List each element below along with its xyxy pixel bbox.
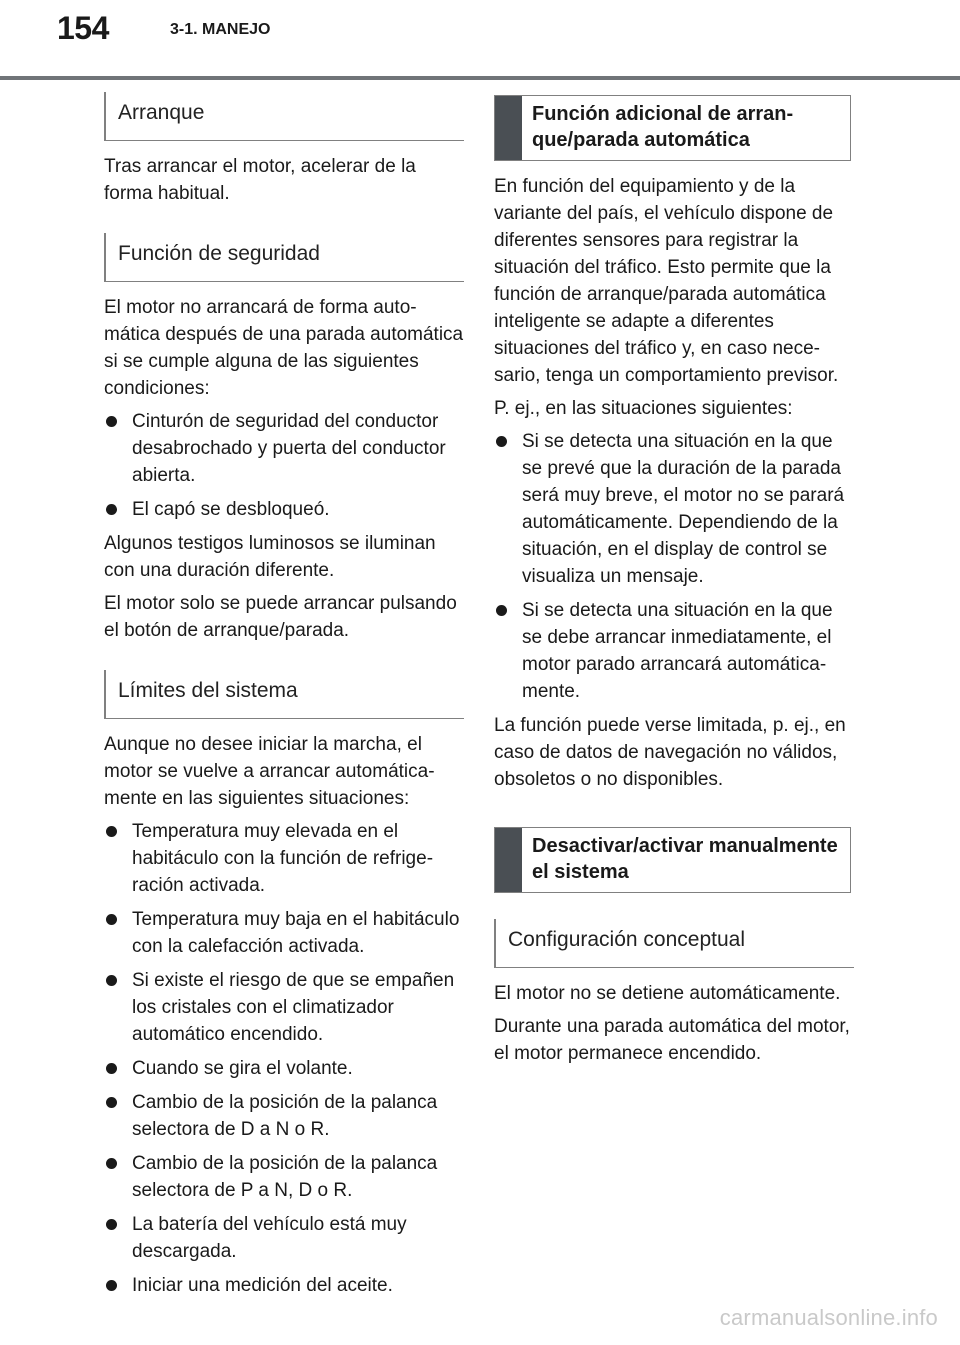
list-item: Si existe el riesgo de que se empañen los cristales con el climatizador automático encendido.	[104, 967, 464, 1048]
left-column	[104, 80, 464, 1306]
heading-funcion-adicional	[494, 95, 851, 161]
paragraph-arranque: Tras arrancar el motor, acelerar de la forma habitual.	[104, 156, 416, 204]
list-item: Cambio de la posición de la palanca selectora de P a N, D o R.	[104, 1150, 464, 1204]
bullet-icon	[106, 1280, 117, 1291]
paragraph-configuracion-2: Durante una parada automática del motor, el motor permanece encendido.	[494, 1016, 850, 1064]
heading-configuracion	[494, 919, 854, 968]
bullet-icon	[496, 605, 507, 616]
heading-limites-text: Límites del sistema	[118, 679, 298, 702]
paragraph-configuracion-1: El motor no se detiene automáticamente.	[494, 983, 841, 1004]
watermark: carmanualsonline.info	[719, 1305, 938, 1330]
list-item: El capó se desbloqueó.	[104, 496, 464, 523]
heading-arranque-text: Arranque	[118, 101, 205, 124]
bullet-icon	[106, 504, 117, 515]
heading-funcion-adicional-text: Función adicional de arranque/parada automática	[532, 103, 794, 151]
heading-arranque	[104, 92, 464, 141]
heading-seguridad-text: Función de seguridad	[118, 242, 320, 265]
bullet-icon	[106, 1219, 117, 1230]
paragraph-limites-intro: Aunque no desee iniciar la marcha, el motor se vuelve a arrancar automáticamente en las siguientes situaciones:	[104, 734, 435, 809]
paragraph-seguridad-2: El motor solo se puede arrancar pulsando el botón de arranque/parada.	[104, 593, 457, 641]
heading-configuracion-text: Configuración conceptual	[508, 928, 745, 951]
heading-bar	[495, 96, 522, 160]
bullet-icon	[106, 975, 117, 986]
list-item: La batería del vehículo está muy descargada.	[104, 1211, 464, 1265]
list-limites	[104, 818, 464, 1299]
bullet-icon	[496, 436, 507, 447]
list-item: Si se detecta una situación en la que se debe arrancar inmediatamente, el motor parado arrancará automáticamente.	[494, 597, 854, 705]
bullet-icon	[106, 914, 117, 925]
heading-bar	[495, 828, 522, 892]
list-item: Si se detecta una situación en la que se prevé que la duración de la parada será muy breve, el motor no se parará automáticamente. Dependiendo de la situación, en el display de control se visualiza un mensaje.	[494, 428, 854, 590]
paragraph-seguridad-intro: El motor no arrancará de forma automática después de una parada automática si se cumple alguna de las siguientes condiciones:	[104, 297, 464, 399]
list-item: Cambio de la posición de la palanca selectora de D a N o R.	[104, 1089, 464, 1143]
paragraph-seguridad-1: Algunos testigos luminosos se iluminan con una duración diferente.	[104, 533, 436, 581]
section-label: 3-1. MANEJO	[170, 21, 271, 38]
paragraph-funcion-1: En función del equipamiento y de la variante del país, el vehículo dispone de diferentes sensores para registrar la situación del tráfico. Esto permite que la función de arranque/parada automática inteligente se adapte a diferentes situaciones del tráfico y, en caso necesario, tenga un comportamiento previsor.	[494, 176, 839, 386]
heading-desactivar-text: Desactivar/activar manualmente el sistema	[532, 835, 838, 883]
heading-desactivar	[494, 827, 851, 893]
list-item: Temperatura muy baja en el habitáculo con la calefacción activada.	[104, 906, 464, 960]
heading-limites	[104, 670, 464, 719]
bullet-icon	[106, 1063, 117, 1074]
bullet-icon	[106, 1158, 117, 1169]
paragraph-funcion-2: P. ej., en las situaciones siguientes:	[494, 398, 793, 419]
right-column	[494, 80, 854, 1073]
list-funcion	[494, 428, 854, 705]
bullet-icon	[106, 416, 117, 427]
list-seguridad	[104, 408, 464, 523]
list-item: Iniciar una medición del aceite.	[104, 1272, 464, 1299]
heading-seguridad	[104, 233, 464, 282]
page-header	[0, 0, 960, 80]
paragraph-funcion-3: La función puede verse limitada, p. ej., en caso de datos de navegación no válidos, obsoletos o no disponibles.	[494, 715, 846, 790]
list-item: Cuando se gira el volante.	[104, 1055, 464, 1082]
page-number: 154	[57, 10, 109, 46]
bullet-icon	[106, 826, 117, 837]
list-item: Temperatura muy elevada en el habitáculo con la función de refrigeración activada.	[104, 818, 464, 899]
list-item: Cinturón de seguridad del conductor desabrochado y puerta del conductor abierta.	[104, 408, 464, 489]
bullet-icon	[106, 1097, 117, 1108]
